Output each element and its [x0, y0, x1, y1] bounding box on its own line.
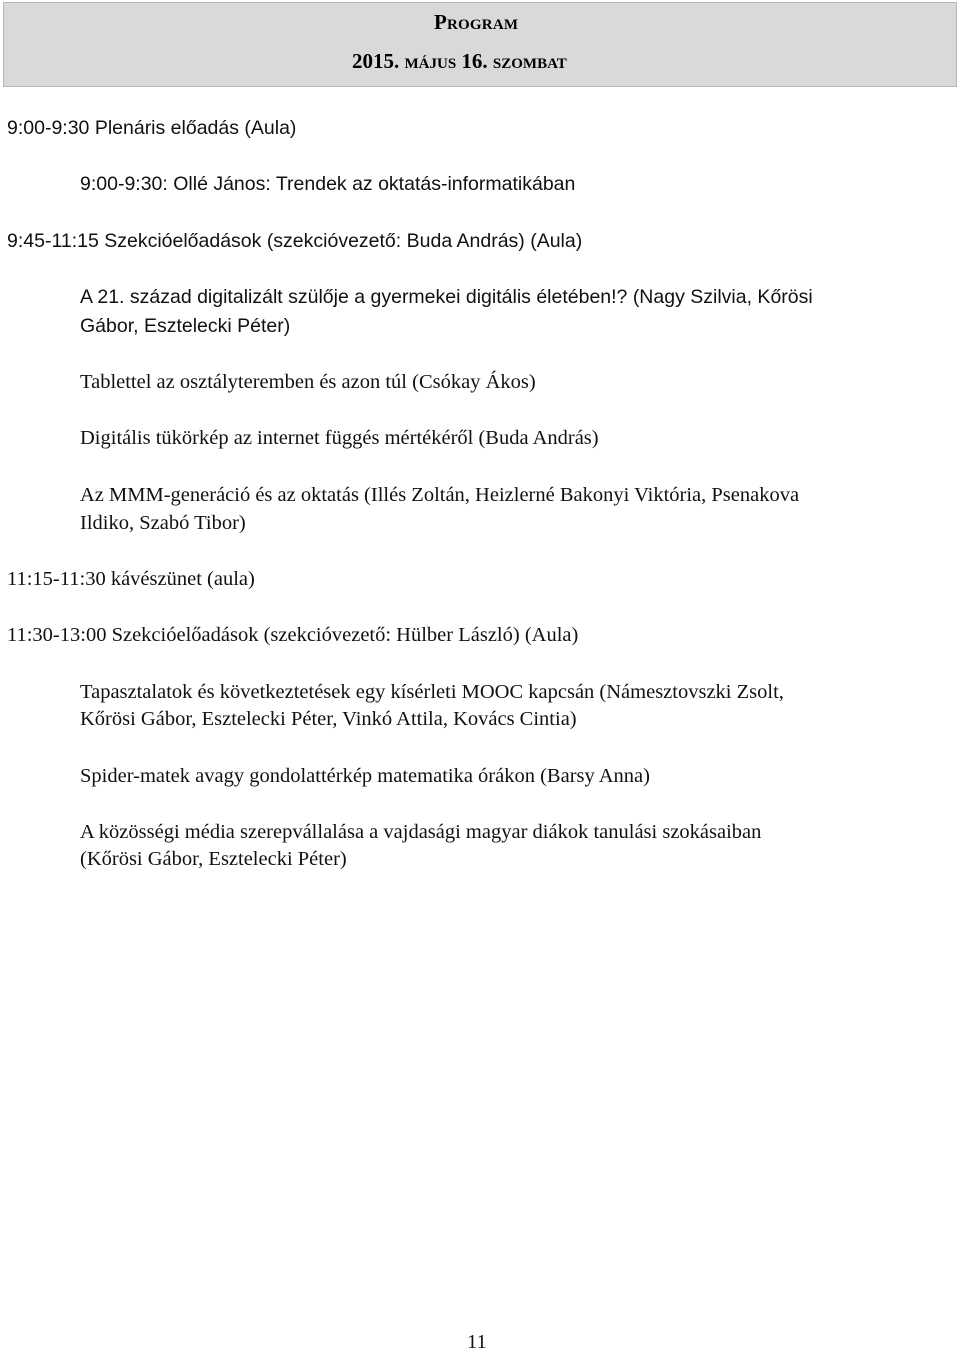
- talk-title: Tablettel az osztályteremben és azon túl (Csókay Ákos): [80, 371, 536, 393]
- talk-title-line: (Kőrösi Gábor, Esztelecki Péter): [80, 848, 347, 870]
- session-1-heading: 9:45-11:15 Szekcióelőadások (szekcióvezető: Buda András) (Aula): [7, 230, 583, 252]
- program-date: 2015. május 16. szombat: [352, 49, 567, 73]
- talk-title-line: Kőrösi Gábor, Esztelecki Péter, Vinkó Attila, Kovács Cintia): [80, 708, 577, 730]
- talk-title-line: A 21. század digitalizált szülője a gyermekei digitális életében!? (Nagy Szilvia, Kőrösi: [80, 286, 813, 308]
- talk-title-line: A közösségi média szerepvállalása a vajdasági magyar diákok tanulási szokásaiban: [80, 821, 762, 843]
- plenary-session-heading: 9:00-9:30 Plenáris előadás (Aula): [7, 117, 297, 139]
- talk-title-line: Az MMM-generáció és az oktatás (Illés Zoltán, Heizlerné Bakonyi Viktória, Psenakova: [80, 484, 800, 506]
- plenary-talk: 9:00-9:30: Ollé János: Trendek az oktatás-informatikában: [80, 173, 576, 195]
- talk-title: Digitális tükörkép az internet függés mértékéről (Buda András): [80, 427, 599, 449]
- talk-title-line: Gábor, Esztelecki Péter): [80, 315, 291, 337]
- talk-title-line: Tapasztalatok és következtetések egy kísérleti MOOC kapcsán (Námesztovszki Zsolt,: [80, 681, 784, 703]
- session-2-heading: 11:30-13:00 Szekcióelőadások (szekcióvezető: Hülber László) (Aula): [7, 624, 579, 646]
- talk-title: Spider-matek avagy gondolattérkép matematika órákon (Barsy Anna): [80, 765, 650, 787]
- page-number: 11: [467, 1331, 487, 1353]
- program-header: [3, 2, 957, 87]
- talk-title-line: Ildiko, Szabó Tibor): [80, 512, 246, 534]
- program-title: Program: [434, 10, 519, 34]
- coffee-break: 11:15-11:30 kávészünet (aula): [7, 568, 255, 590]
